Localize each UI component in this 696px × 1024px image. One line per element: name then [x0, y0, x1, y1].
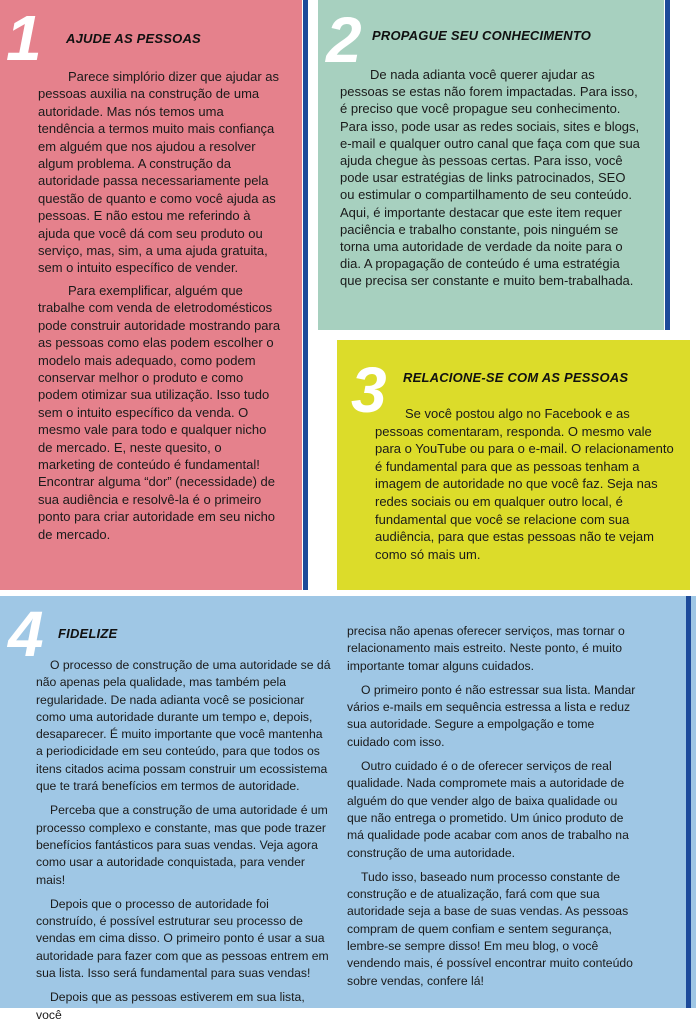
paragraph: Parece simplório dizer que ajudar as pessoas auxilia na construção de uma autoridade. Mas nós temos uma tendência a termos muito mais confiança em alguém que nos ajudou a resolver algum problema. A construção da autoridade passa necessariamente pela questão de quanto e como você ajuda as pessoas. E não estou me referindo à ajuda que você dá com seu produto ou serviço, mas, sim, a uma ajuda gratuita, sem o intuito específico de vender.: [38, 69, 279, 276]
section-3-panel: [337, 340, 690, 590]
section-number: 1: [6, 2, 42, 74]
paragraph: Depois que as pessoas estiverem em sua lista, você: [36, 990, 305, 1022]
section-body-right: [347, 623, 637, 990]
section-1-panel: [0, 0, 302, 590]
accent-bar: [303, 0, 308, 590]
section-4-panel: [0, 596, 696, 1022]
paragraph: Se você postou algo no Facebook e as pessoas comentaram, responda. O mesmo vale para o YouTube ou para o e-mail. O relacionamento é fundamental para que as pessoas tenham a imagem de autoridade no que você faz. Seja nas redes sociais ou em qualquer outro local, é fundamental que você se relacione com sua audiência, para que estas pessoas não te vejam como só mais um.: [375, 406, 674, 562]
accent-bar: [686, 596, 691, 1008]
section-number: 2: [326, 4, 362, 76]
section-body: [375, 405, 677, 563]
paragraph: O primeiro ponto é não estressar sua lista. Mandar vários e-mails em sequência estressa a lista e reduz sua autoridade. Segure a empolgação e tome cuidado com isso.: [347, 682, 636, 749]
section-title: RELACIONE-SE COM AS PESSOAS: [403, 370, 629, 385]
paragraph: precisa não apenas oferecer serviços, mas tornar o relacionamento mais estreito. Neste ponto, é muito importante tomar alguns cuidados.: [347, 624, 625, 673]
section-body-left: [36, 657, 332, 1024]
section-number: 4: [8, 598, 44, 670]
paragraph: Depois que o processo de autoridade foi construído, é possível estruturar seu processo de vendas em cima disso. O primeiro ponto é usar a sua autoridade para fazer com que as pessoas entrem em sua lista. Isso será fundamental para suas vendas!: [36, 896, 329, 981]
paragraph: Para exemplificar, alguém que trabalhe com venda de eletrodomésticos pode construir autoridade mostrando para as pessoas como elas podem escolher o modelo mais adequado, como podem conservar melhor o produto e como podem otimizar sua utilização. Isso tudo sem o intuito específico da venda. O mesmo vale para todo e qualquer nicho de mercado. E, neste quesito, o marketing de conteúdo é fundamental! Encontrar alguma “dor” (necessidade) de sua audiência e resolvê-la é o primeiro ponto para criar autoridade em seu nicho de mercado.: [38, 282, 281, 542]
paragraph: De nada adianta você querer ajudar as pessoas se estas não forem impactadas. Para isso, é preciso que você propague seu conhecimento. Para isso, pode usar as redes sociais, sites e blogs, e-mail e qualquer outro canal que faça com que sua ajuda chegue às pessoas certas. Para isso, você pode usar estratégias de links patrocinados, SEO ou estimular o compartilhamento de seu conteúdo. Aqui, é importante destacar que este item requer paciência e trabalho constante, pois ninguém se torna uma autoridade de verdade da noite para o dia. A propagação de conteúdo é uma estratégia que precisa ser constante e muito bem-trabalhada.: [340, 67, 640, 289]
paragraph: O processo de construção de uma autoridade se dá não apenas pela qualidade, mas também pela regularidade. De nada adianta você se posicionar como uma autoridade durante um tempo e, depois, desaparecer. É muito importante que você mantenha a periodicidade em seu conteúdo, para que todos os itens citados acima possam construir um ecossistema que te trará benefícios em termos de autoridade.: [36, 658, 331, 794]
section-2-panel: [318, 0, 664, 330]
section-body: [340, 66, 640, 290]
section-body: [0, 68, 282, 548]
section-title: AJUDE AS PESSOAS: [66, 31, 201, 46]
accent-bar: [665, 0, 670, 330]
section-title: PROPAGUE SEU CONHECIMENTO: [372, 28, 592, 43]
paragraph: Tudo isso, baseado num processo constante de construção e de atualização, fará com que sua autoridade seja a base de suas vendas. As pessoas compram de quem confiam e sentem segurança, lembre-se sempre disso! Em meu blog, o você vendendo mais, é possível encontrar muito conteúdo sobre vendas, confere lá!: [347, 869, 633, 988]
paragraph: Outro cuidado é o de oferecer serviços de real qualidade. Nada compromete mais a autoridade de alguém do que vender algo de baixa qualidade ou que não entrega o prometido. Um único produto de má qualidade pode acabar com anos de trabalho na construção de uma autoridade.: [347, 759, 629, 860]
paragraph: Perceba que a construção de uma autoridade é um processo complexo e constante, mas que pode trazer benefícios fantásticos para suas vendas. Veja agora como usar a autoridade conquistada, para vender mais!: [36, 803, 328, 887]
section-number: 3: [351, 354, 387, 426]
section-title: FIDELIZE: [58, 626, 118, 641]
